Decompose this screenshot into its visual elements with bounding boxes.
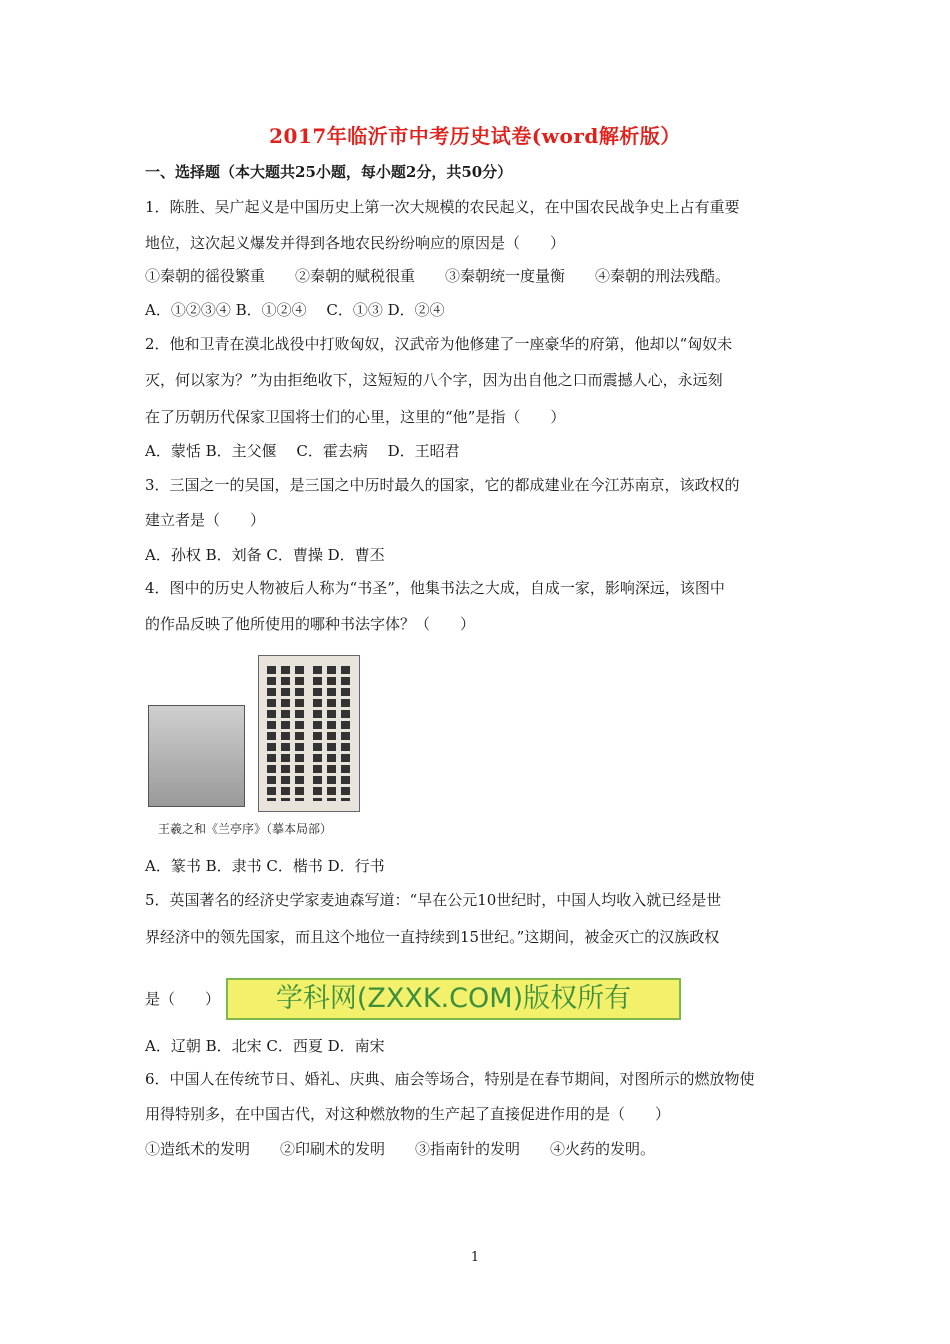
text-line: 界经济中的领先国家，而且这个地位一直持续到15世纪。”这期间，被金灭亡的汉族政权: [145, 928, 720, 946]
text-line: 6．中国人在传统节日、婚礼、庆典、庙会等场合，特别是在春节期间，对图所示的燃放物使: [145, 1070, 755, 1088]
answer-options: A．孙权 B．刘备 C．曹操 D．曹丕: [145, 546, 385, 564]
answer-options: A．①②③④ B．①②④ C．①③ D．②④: [145, 301, 445, 319]
text-line: 地位，这次起义爆发并得到各地农民纷纷响应的原因是（ ）: [145, 234, 566, 252]
text-line: 3．三国之一的吴国，是三国之中历时最久的国家，它的都成建业在今江苏南京，该政权的: [145, 476, 740, 494]
text-line: 1．陈胜、吴广起义是中国历史上第一次大规模的农民起义，在中国农民战争史上占有重要: [145, 198, 740, 216]
answer-options: A．蒙恬 B．主父偃 C．霍去病 D．王昭君: [145, 442, 460, 460]
text-line: 建立者是（ ）: [145, 511, 266, 529]
text-line: 灭，何以家为？”为由拒绝收下，这短短的八个字，因为出自他之口而震撼人心，永远刻: [145, 371, 723, 389]
answer-options: A．辽朝 B．北宋 C．西夏 D．南宋: [145, 1037, 385, 1055]
calligraphy-scroll-image: [258, 655, 360, 812]
portrait-image: [148, 705, 245, 807]
text-line: 用得特别多，在中国古代，对这种燃放物的生产起了直接促进作用的是（ ）: [145, 1105, 671, 1123]
document-title: 2017年临沂市中考历史试卷(word解析版）: [269, 124, 681, 148]
text-line: 在了历朝历代保家卫国将士们的心里，这里的“他”是指（ ）: [145, 408, 566, 426]
text-line: 2．他和卫青在漠北战役中打败匈奴，汉武帝为他修建了一座豪华的府第，他却以“匈奴未: [145, 335, 733, 353]
text-line: 4．图中的历史人物被后人称为“书圣”，他集书法之大成，自成一家，影响深远，该图中: [145, 579, 725, 597]
text-line: 5．英国著名的经济史学家麦迪森写道：“早在公元10世纪时，中国人均收入就已经是世: [145, 891, 722, 909]
copyright-watermark: 学科网(ZXXK.COM)版权所有: [226, 978, 681, 1020]
text-line: 的作品反映了他所使用的哪种书法字体？（ ）: [145, 615, 476, 633]
calligraphy-figure: [140, 650, 380, 840]
text-line: ①秦朝的徭役繁重 ②秦朝的赋税很重 ③秦朝统一度量衡 ④秦朝的刑法残酷。: [145, 267, 731, 285]
section-heading: 一、选择题（本大题共25小题，每小题2分，共50分）: [145, 163, 513, 181]
text-line: 是（ ）: [145, 990, 221, 1008]
figure-caption: 王羲之和《兰亭序》（摹本局部）: [158, 822, 333, 836]
answer-options: A．篆书 B．隶书 C．楷书 D．行书: [145, 857, 385, 875]
page-number: 1: [470, 1250, 480, 1265]
text-line: ①造纸术的发明 ②印刷术的发明 ③指南针的发明 ④火药的发明。: [145, 1140, 656, 1158]
